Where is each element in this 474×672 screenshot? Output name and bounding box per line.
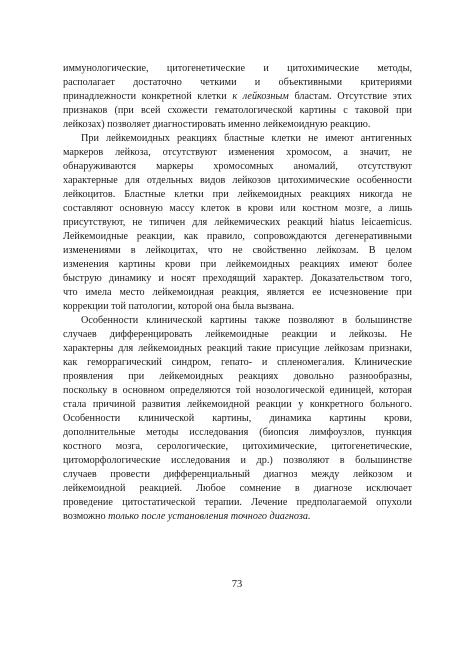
text-run: характерные для отдельных видов лейкозов цитохимические особенности (63, 175, 412, 186)
text-run: иммунологические, цитогенетические и цитохимические методы, (63, 63, 412, 74)
text-line (63, 174, 412, 188)
text-line (63, 230, 412, 244)
text-line (63, 216, 412, 230)
text-line (63, 104, 412, 118)
text-run: присутствуют, не типичен для лейкемических реакций hiatus leicaemicus. (63, 217, 412, 228)
text-run: возможно (63, 511, 109, 522)
text-line (63, 496, 412, 510)
text-run: проведение цитостатической терапии. Лечение предполагаемой опухоли (63, 497, 412, 508)
text-run: изменениями в лейкоцитах, что не свойственно лейкозам. В целом (63, 245, 412, 256)
text-line (63, 454, 412, 468)
text-line (63, 342, 412, 356)
text-run: принадлежности конкретной клетки (63, 91, 233, 102)
paragraph (63, 62, 412, 132)
text-line (63, 300, 412, 314)
text-line (63, 132, 412, 146)
body-text (63, 62, 412, 524)
italic-text: к лейкозным (232, 91, 289, 102)
text-run: располагает достаточно четкими и объективными критериями (63, 77, 412, 88)
text-line (63, 202, 412, 216)
text-run: случаев провести дифференциальный диагноз между лейкозом и (63, 469, 412, 480)
text-line (63, 398, 412, 412)
text-line (63, 510, 412, 524)
text-run: изменения картины крови при лейкемоидных реакциях имеют более (63, 259, 412, 270)
text-run: обнаруживаются маркеры хромосомных аномалий, отсутствуют (63, 161, 412, 172)
text-run: дополнительные методы исследования (биопсия лимфоузлов, пункция (63, 427, 412, 438)
text-line (63, 188, 412, 202)
text-line (63, 356, 412, 370)
text-line (63, 90, 412, 104)
text-line (63, 482, 412, 496)
text-run: случаев дифференцировать лейкемоидные реакции и лейкозы. Не (63, 329, 412, 340)
text-run: маркеров лейкоза, отсутствуют изменения хромосом, а значит, не (63, 147, 412, 158)
text-run: проявления при лейкемоидных реакциях довольно разнообразны, (63, 371, 412, 382)
text-line (63, 314, 412, 328)
text-line (63, 426, 412, 440)
text-line (63, 258, 412, 272)
paragraph (63, 314, 412, 524)
text-line (63, 286, 412, 300)
text-run: Особенности клинической картины также позволяют в большинстве (81, 315, 412, 326)
text-line (63, 328, 412, 342)
text-run: При лейкемоидных реакциях бластные клетки не имеют антигенных (81, 133, 412, 144)
italic-text: только после установления точного диагноза. (108, 511, 311, 522)
paragraph (63, 132, 412, 314)
text-run: как геморрагический синдром, гепато- и спленомегалия. Клинические (63, 357, 412, 368)
text-line (63, 440, 412, 454)
text-run: быструю динамику и носят преходящий характер. Доказательством того, (63, 273, 412, 284)
text-line (63, 160, 412, 174)
text-run: что имела место лейкемоидная реакция, является ее исчезновение при (63, 287, 412, 298)
text-line (63, 384, 412, 398)
text-line (63, 118, 412, 132)
text-run: признаков (при всей схожести гематологической картины с таковой при (63, 105, 412, 116)
text-line (63, 244, 412, 258)
text-run: бластам. Отсутствие этих (288, 91, 412, 102)
text-run: составляют основную массу клеток в крови или костном мозге, а лишь (63, 203, 412, 214)
text-line (63, 272, 412, 286)
text-line (63, 76, 412, 90)
text-line (63, 146, 412, 160)
text-run: коррекции той патологии, которой она была вызвана. (63, 301, 295, 312)
text-run: стала причиной развития лейкемоидной реакции у конкретного больного. (63, 399, 412, 410)
text-run: лейкемоидной реакцией. Любое сомнение в диагнозе исключает (63, 483, 412, 494)
text-run: Особенности клинической картины, динамика картины крови, (63, 413, 412, 424)
text-run: Лейкемоидные реакции, как правило, сопровождаются дегенеративными (63, 231, 412, 242)
text-line (63, 468, 412, 482)
text-run: цитоморфологические исследования и др.) позволяют в большинстве (63, 455, 412, 466)
text-run: лейкоцитов. Бластные клетки при лейкемоидных реакциях никогда не (63, 189, 412, 200)
text-run: костного мозга, серологические, цитохимические, цитогенетические, (63, 441, 412, 452)
text-run: характерны для лейкемоидных реакций такие присущие лейкозам признаки, (63, 343, 412, 354)
text-run: поскольку в основном определяются той нозологической единицей, которая (63, 385, 412, 396)
text-line (63, 370, 412, 384)
text-line (63, 62, 412, 76)
page-number: 73 (231, 579, 243, 590)
text-line (63, 412, 412, 426)
text-run: лейкозах) позволяет диагностировать именно лейкемоидную реакцию. (63, 119, 371, 130)
